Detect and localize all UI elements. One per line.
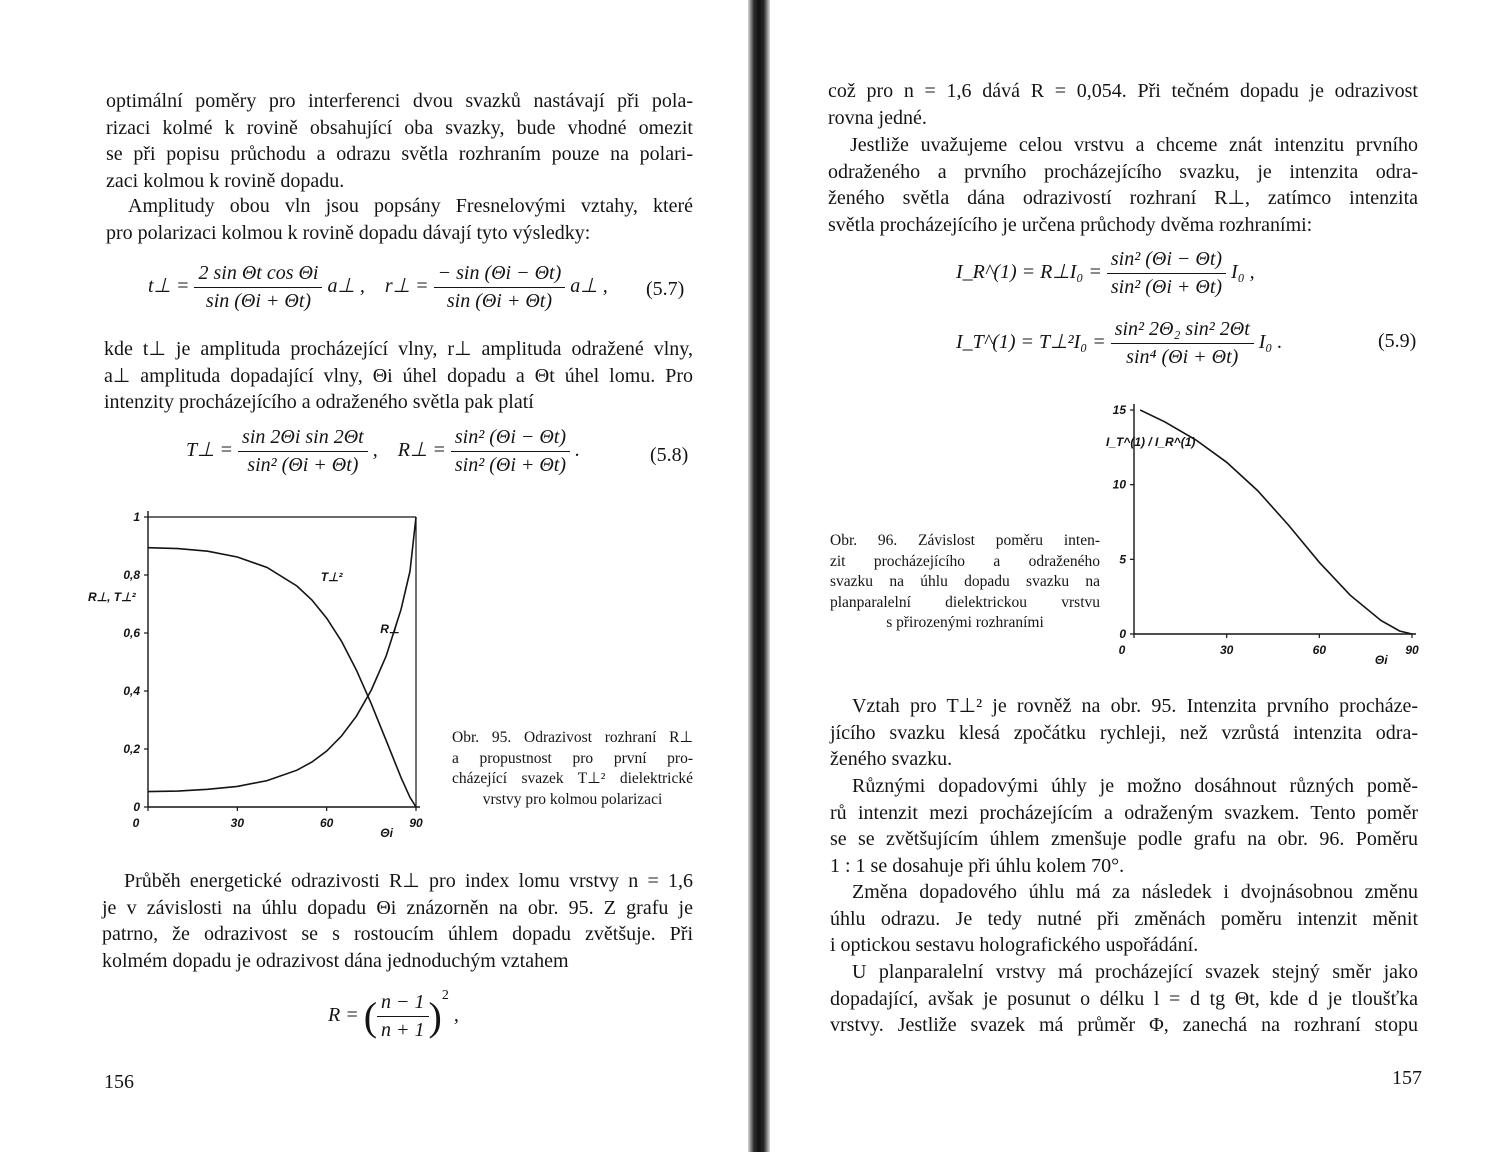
y-tick-label: 0,4: [123, 684, 140, 698]
y-tick-label: 1: [133, 510, 140, 524]
caption-line: planparalelní dielektrickou vrstvu: [830, 593, 1100, 611]
caption-line: Obr. 96. Závislost poměru inten-: [830, 532, 1100, 549]
series-label-T: T⊥²: [320, 569, 343, 584]
equation-5-7: [148, 262, 608, 313]
x-axis-label: Θi: [1374, 653, 1388, 667]
equation-5-8: [186, 426, 580, 477]
equation-normal-reflectance: R = ( $\frac{n - 1}{n + 1}$ )$^2$ ,: [328, 988, 459, 1041]
text-line: úhlu odrazu. Je tedy nutné při změnách poměru intenzit měnit: [830, 907, 1418, 930]
figure-96-chart: [1106, 400, 1419, 670]
y-tick-label: 15: [1112, 403, 1126, 417]
paragraph-fresnel: [106, 193, 693, 246]
caption-line: Obr. 95. Odrazivost rozhraní R⊥: [452, 729, 693, 746]
eq-tail: I₀ .: [1258, 331, 1283, 354]
eq-fraction: [377, 991, 429, 1042]
x-tick-label: 90: [409, 816, 423, 830]
equation-number: (5.8): [650, 444, 689, 466]
text-line: pro polarizaci kolmou k rovině dopadu dávají tyto výsledky:: [106, 221, 591, 244]
paragraph-parallel-layer: [830, 959, 1418, 1039]
caption-line: s přirozenými rozhraními: [886, 614, 1044, 631]
text-line: se se zvětšujícím úhlem zmenšuje podle grafu na obr. 96. Poměru: [830, 828, 1418, 850]
left-page: [0, 0, 748, 1152]
eq-numerator: sin² (Θi − Θt): [451, 426, 570, 452]
eq-exponent: 2: [441, 988, 449, 1003]
text-line: Amplitudy obou vln jsou popsány Fresnelovými vztahy, které: [128, 195, 693, 217]
y-tick-label: 0,2: [123, 742, 140, 756]
text-line: 1 : 1 se dosahuje při úhlu kolem 70°.: [830, 854, 1125, 877]
text-line: kde t⊥ je amplituda procházející vlny, r⊥ amplituda odražené vlny,: [104, 338, 693, 360]
eq-lhs: T⊥ =: [186, 439, 234, 462]
series-label-R: R⊥: [380, 622, 400, 636]
text-line: Vztah pro T⊥² je rovněž na obr. 95. Intenzita prvního procháze-: [852, 695, 1418, 717]
paragraph-transmission: [830, 693, 1418, 773]
eq-denominator: sin² (Θi + Θt): [247, 454, 359, 476]
caption-line: a propustnost pro první pro-: [452, 749, 693, 767]
page-number: 156: [104, 1071, 134, 1093]
equation-number: (5.9): [1378, 330, 1417, 352]
eq-denominator: sin² (Θi + Θt): [1110, 276, 1223, 298]
y-tick-label: 0,8: [123, 568, 140, 582]
eq-denominator: sin (Θi + Θt): [446, 290, 553, 312]
eq-lhs: I_T^(1) = T⊥²I₀ =: [956, 331, 1106, 354]
eq-numerator: sin 2Θi sin 2Θt: [238, 426, 368, 452]
paragraph-amplitudes: [104, 336, 693, 416]
eq-tail: a⊥ ,: [570, 275, 608, 298]
caption-line: zit procházejícího a odraženého: [830, 552, 1100, 570]
eq-numerator: 2 sin Θt cos Θi: [194, 262, 322, 288]
text-line: a⊥ amplituda dopadající vlny, Θi úhel dopadu a Θt úhel lomu. Pro: [104, 364, 693, 387]
y-tick-label: 0: [1119, 627, 1126, 641]
eq-lhs: r⊥ =: [384, 275, 429, 298]
text-line: Jestliže uvažujeme celou vrstvu a chceme znát intenzitu prvního: [850, 134, 1418, 156]
paragraph-ratio: [830, 773, 1418, 879]
equation-number: (5.7): [646, 278, 685, 300]
x-tick-label: 0: [1118, 643, 1126, 657]
y-tick-label: 5: [1119, 552, 1126, 567]
text-line: rovna jedné.: [828, 106, 927, 129]
paragraph-whole-layer: [828, 132, 1418, 238]
caption-line: cházející svazek T⊥² dielektrické: [452, 770, 693, 787]
x-tick-label: 30: [1219, 643, 1234, 657]
paragraph-angle-change: [830, 879, 1418, 959]
eq-numerator: − sin (Θi − Θt): [434, 262, 566, 288]
paragraph-reflectance: [102, 868, 693, 974]
eq-tail: I₀ ,: [1231, 261, 1255, 284]
eq-fraction: [451, 426, 570, 477]
equation-5-9-reflected: [956, 248, 1255, 299]
y-tick-label: 0: [133, 800, 140, 814]
eq-denominator: n + 1: [381, 1018, 425, 1041]
x-tick-label: 90: [1405, 643, 1419, 657]
eq-numerator: sin² 2Θ₂ sin² 2Θt: [1111, 318, 1254, 344]
text-line: vrstvy. Jestliže svazek má průměr Φ, zanechá na rozhraní stopu: [830, 1014, 1418, 1036]
eq-fraction: [1111, 318, 1254, 369]
text-line: kolmém dopadu je odrazivost dána jednoduchým vztahem: [102, 949, 569, 972]
page-number: 157: [1392, 1067, 1422, 1089]
x-axis-label: Θi: [380, 826, 393, 840]
series-line-0: [148, 548, 416, 807]
eq-denominator: sin⁴ (Θi + Θt): [1126, 346, 1239, 368]
eq-lhs: t⊥ =: [148, 275, 190, 298]
text-line: se při popisu průchodu a odrazu světla rozhraním pouze na polari-: [106, 143, 693, 165]
eq-fraction: [1107, 248, 1226, 299]
caption-line: vrstvy pro kolmou polarizaci: [482, 790, 663, 808]
text-line: intenzity procházejícího a odraženého světla pak platí: [104, 391, 534, 413]
eq-tail: a⊥ ,: [327, 275, 365, 298]
text-line: U planparalelní vrstvy má procházející svazek stejný směr jako: [852, 961, 1418, 983]
series-line-1: [148, 517, 416, 792]
eq-numerator: n − 1: [377, 991, 429, 1017]
text-line: patrno, že odrazivost se s rostoucím úhlem dopadu zvětšuje. Při: [102, 923, 693, 945]
text-line: světla procházejícího je určena průchody dvěma rozhraními:: [828, 213, 1313, 236]
right-page: [770, 0, 1506, 1152]
eq-lhs: R =: [328, 1004, 359, 1026]
text-line: odraženého a prvního procházejícího svazku, je intenzita odra-: [828, 160, 1418, 183]
y-axis-label: R⊥, T⊥²: [88, 590, 136, 605]
text-line: zaci kolmou k rovině dopadu.: [106, 169, 345, 192]
y-tick-label: 10: [1112, 477, 1126, 492]
x-tick-label: 30: [230, 816, 245, 830]
eq-tail: .: [575, 439, 581, 462]
text-line: dopadající, avšak je posunut o délku l = d tg Θt, kde d je tloušťka: [830, 987, 1418, 1010]
text-line: ženého světla dána odrazivostí rozhraní R⊥, zatímco intenzita: [828, 187, 1418, 209]
text-line: je v závislosti na úhlu dopadu Θi znázorněn na obr. 95. Z grafu je: [102, 896, 693, 919]
paragraph-intro: [106, 88, 693, 194]
caption-line: svazku na úhlu dopadu svazku na: [830, 573, 1100, 590]
text-line: Změna dopadového úhlu má za následek i dvojnásobnou změnu: [852, 881, 1418, 903]
eq-numerator: sin² (Θi − Θt): [1107, 248, 1226, 274]
y-axis-label: I_T^(1) / I_R^(1): [1106, 434, 1196, 449]
text-line: což pro n = 1,6 dává R = 0,054. Při tečném dopadu je odrazivost: [828, 80, 1418, 102]
eq-fraction: [434, 262, 566, 313]
x-tick-label: 60: [1312, 643, 1327, 657]
eq-tail: ,: [453, 1004, 459, 1026]
eq-separator: ,: [372, 439, 378, 462]
figure-96-caption: [830, 531, 1100, 634]
eq-lhs: R⊥ =: [397, 439, 446, 462]
eq-denominator: sin² (Θi + Θt): [454, 454, 567, 476]
text-line: i optickou sestavu holografického uspořádání.: [830, 934, 1199, 956]
equation-5-9-transmitted: [956, 318, 1282, 369]
text-line: rů intenzit mezi procházejícím a odraženým svazkem. Tento poměr: [830, 801, 1418, 824]
text-line: rizaci kolmé k rovině obsahující oba svazky, bude vhodné omezit: [106, 116, 693, 139]
figure-95-caption: [452, 728, 693, 810]
eq-fraction: [194, 262, 322, 313]
eq-lhs: I_R^(1) = R⊥I₀ =: [956, 261, 1102, 284]
eq-denominator: sin (Θi + Θt): [205, 290, 312, 312]
book-gutter: [748, 0, 770, 1152]
figure-95-chart: [88, 505, 450, 845]
paragraph-tangent: [828, 78, 1418, 131]
text-line: optimální poměry pro interferenci dvou svazků nastávají při pola-: [106, 90, 693, 112]
text-line: Průběh energetické odrazivosti R⊥ pro index lomu vrstvy n = 1,6: [124, 870, 693, 892]
text-line: ženého svazku.: [830, 748, 953, 770]
x-tick-label: 0: [132, 816, 140, 830]
eq-fraction: [238, 426, 368, 477]
y-tick-label: 0,6: [123, 626, 140, 640]
text-line: Různými dopadovými úhly je možno dosáhnout různých pomě-: [852, 775, 1418, 797]
x-tick-label: 60: [319, 816, 334, 830]
text-line: jícího svazku klesá zpočátku rychleji, než vzrůstá intenzita odra-: [830, 721, 1418, 744]
